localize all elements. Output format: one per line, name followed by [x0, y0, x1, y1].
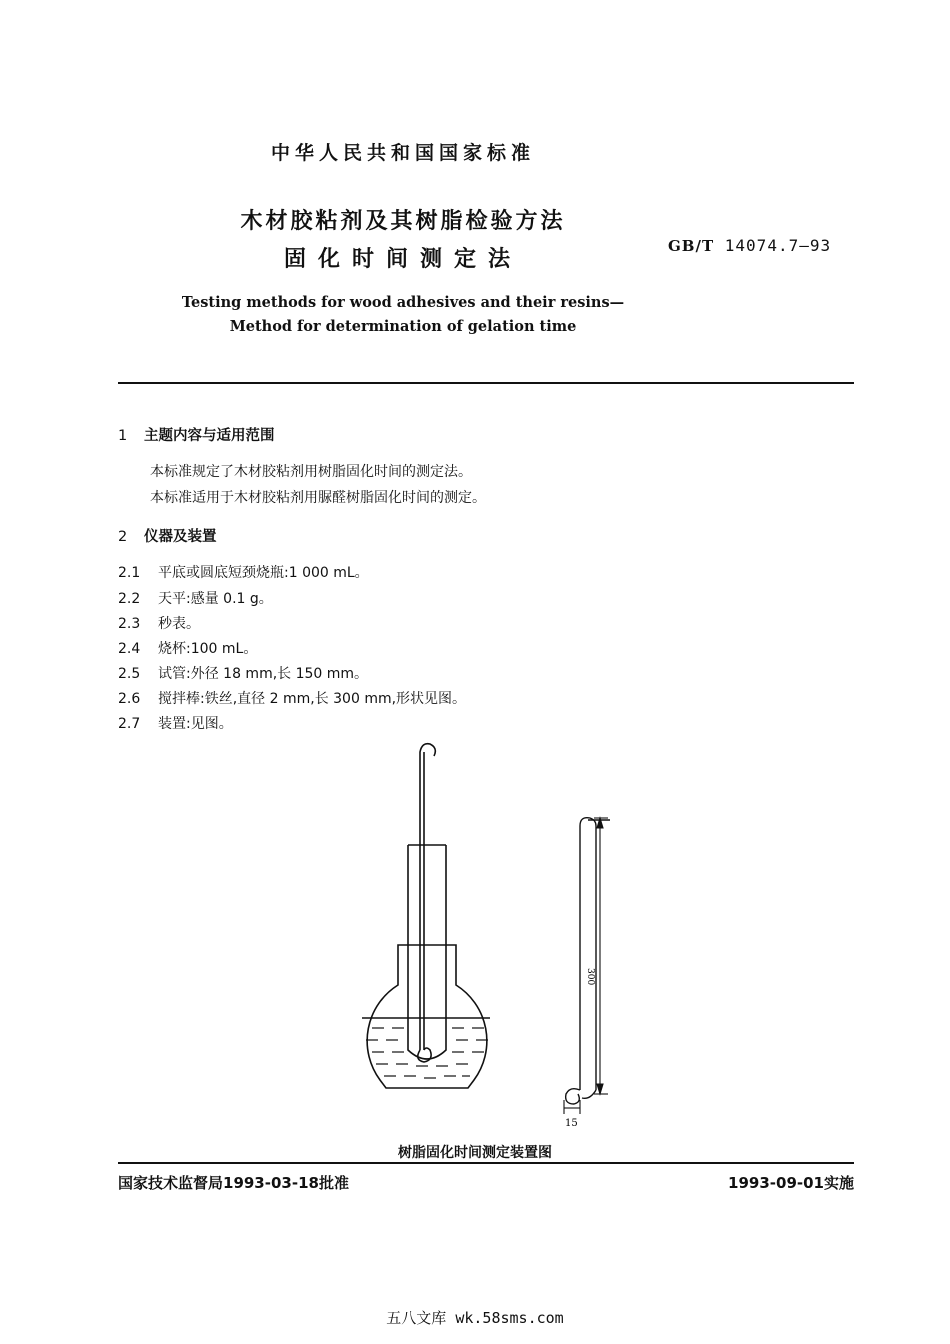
item-text: 装置:见图。	[158, 716, 233, 732]
item-number: 2.3	[118, 616, 141, 632]
item-number: 2.5	[118, 666, 141, 682]
stirring-rod-diagram	[566, 818, 610, 1104]
item-text: 天平:感量 0.1 g。	[158, 591, 273, 607]
english-title-line1: Testing methods for wood adhesives and their resins—	[181, 294, 625, 311]
section-1-number: 1	[118, 428, 128, 444]
document-title-line2: 固化时间测定法	[283, 247, 522, 272]
item-text: 试管:外径 18 mm,长 150 mm。	[158, 666, 369, 682]
section-2-number: 2	[118, 529, 128, 545]
stirring-rod-in-tube	[418, 744, 436, 1062]
figure-caption: 树脂固化时间测定装置图	[398, 1145, 552, 1161]
section-1-paragraph: 本标准适用于木材胶粘剂用脲醛树脂固化时间的测定。	[150, 490, 486, 506]
item-text: 搅拌棒:铁丝,直径 2 mm,长 300 mm,形状见图。	[158, 691, 467, 707]
site-watermark: 五八文库 wk.58sms.com	[386, 1309, 564, 1327]
item-number: 2.2	[118, 591, 141, 607]
section-1-paragraph: 本标准规定了木材胶粘剂用树脂固化时间的测定法。	[150, 464, 472, 480]
item-number: 2.1	[118, 565, 141, 581]
item-number: 2.7	[118, 716, 141, 732]
standard-type-heading: 中华人民共和国国家标准	[270, 142, 535, 164]
footer-divider	[118, 1162, 854, 1164]
section-1-title: 主题内容与适用范围	[144, 428, 275, 444]
test-tube	[408, 845, 446, 1059]
liquid-hatching	[366, 1028, 488, 1078]
section-2-title: 仪器及装置	[144, 529, 217, 545]
dimension-label-hook: 15	[565, 1118, 578, 1129]
item-text: 烧杯:100 mL。	[158, 641, 258, 657]
approval-date: 国家技术监督局1993-03-18批准	[118, 1174, 349, 1192]
item-text: 秒表。	[158, 616, 200, 632]
document-title-line1: 木材胶粘剂及其树脂检验方法	[240, 209, 566, 234]
item-text: 平底或圆底短颈烧瓶:1 000 mL。	[158, 565, 369, 581]
item-number: 2.6	[118, 691, 141, 707]
item-number: 2.4	[118, 641, 141, 657]
standard-code-prefix: GB/T	[668, 237, 715, 255]
standard-code-number: 14074.7—93	[724, 236, 832, 255]
english-title-line2: Method for determination of gelation time	[229, 318, 577, 335]
implementation-date: 1993-09-01实施	[728, 1174, 854, 1192]
dimension-label-length: 300	[585, 968, 595, 986]
